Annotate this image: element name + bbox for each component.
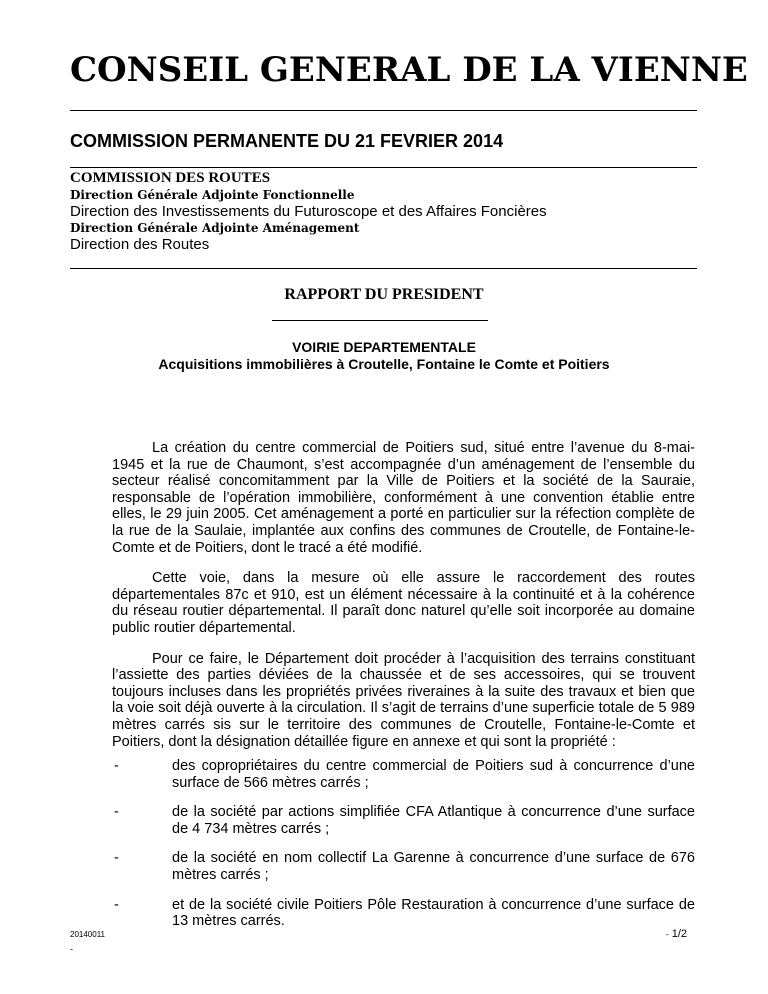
directions-rule: [70, 268, 697, 269]
list-item-text: et de la société civile Poitiers Pôle Restauration à concurrence d’une surface de 13 mètres carrés.: [172, 896, 695, 930]
direction-line: Direction Générale Adjointe Aménagement: [70, 221, 360, 235]
direction-line: Direction des Routes: [70, 236, 210, 253]
report-title-underline: [272, 320, 488, 321]
list-dash: -: [114, 850, 119, 867]
body-paragraph: Pour ce faire, le Département doit procéder à l’acquisition des terrains constituant l’assiette des parties déviées de la chaussée et de ses accessoires, qui se trouvent toujours incluses dans les propriétés privées riveraines à la suite des travaux et bien que la voie soit déjà ouverte à la circulation. Il s’agit de terrains d’une superficie totale de 5 989 mètres carrés sis sur le territoire des communes de Croutelle, Fontaine-le-Comte et Poitiers, dont la désignation détaillée figure en annexe et qui sont la propriété :: [112, 650, 695, 750]
direction-line: Direction des Investissements du Futuroscope et des Affaires Foncières: [70, 203, 547, 220]
session-title: COMMISSION PERMANENTE DU 21 FEVRIER 2014: [70, 131, 504, 151]
list-item: [112, 804, 695, 837]
list-dash: -: [114, 896, 119, 913]
report-title: RAPPORT DU PRESIDENT: [284, 286, 484, 303]
owners-list: [112, 758, 695, 930]
list-dash: -: [114, 804, 119, 821]
list-item-text: des copropriétaires du centre commercial de Poitiers sud à concurrence d’une surface de 566 mètres carrés ;: [172, 758, 695, 791]
list-dash: -: [114, 758, 119, 775]
session-rule: [70, 167, 697, 168]
report-body: [112, 440, 695, 943]
document-reference: 20140011: [70, 930, 105, 939]
list-item: [112, 897, 695, 930]
header-rule: [70, 110, 697, 111]
organization-title: CONSEIL GENERAL DE LA VIENNE: [70, 50, 748, 90]
page-number-value: 1/2: [671, 928, 688, 940]
list-item: [112, 850, 695, 883]
commission-name: COMMISSION DES ROUTES: [70, 170, 271, 186]
body-paragraph: La création du centre commercial de Poitiers sud, situé entre l’avenue du 8-mai-1945 et la rue de Chaumont, s’est accompagnée d’un aménagement de l’ensemble du secteur réalisé concomitamment par la Ville de Poitiers et la société de la Sauraie, responsable de l’opération immobilière, conformément à une convention établie entre elles, le 29 juin 2005. Cet aménagement a porté en particulier sur la réfection complète de la rue de la Saulaie, implantée aux confins des communes de Croutelle, de Fontaine-le-Comte et de Poitiers, dont le tracé a été modifié.: [112, 440, 695, 556]
list-item-text: de la société par actions simplifiée CFA Atlantique à concurrence d’une surface de 4 734 mètres carrés ;: [172, 804, 695, 837]
list-item: [112, 758, 695, 791]
subject-line: Acquisitions immobilières à Croutelle, Fontaine le Comte et Poitiers: [158, 356, 610, 372]
footer-mark: -: [70, 944, 73, 954]
subject-line: VOIRIE DEPARTEMENTALE: [292, 339, 476, 355]
report-subject: [0, 339, 768, 373]
body-paragraph: Cette voie, dans la mesure où elle assure le raccordement des routes départementales 87c et 910, est un élément nécessaire à la continuité et à la cohérence du réseau routier départemental. Il paraît donc naturel qu’elle soit incorporée au domaine public routier départemental.: [112, 570, 695, 636]
directions-list: [70, 187, 710, 253]
page-number-prefix: -: [666, 930, 669, 939]
direction-line: Direction Générale Adjointe Fonctionnelle: [70, 188, 355, 202]
list-item-text: de la société en nom collectif La Garenne à concurrence d’une surface de 676 mètres carrés ;: [172, 850, 695, 884]
page-number: [666, 928, 687, 940]
